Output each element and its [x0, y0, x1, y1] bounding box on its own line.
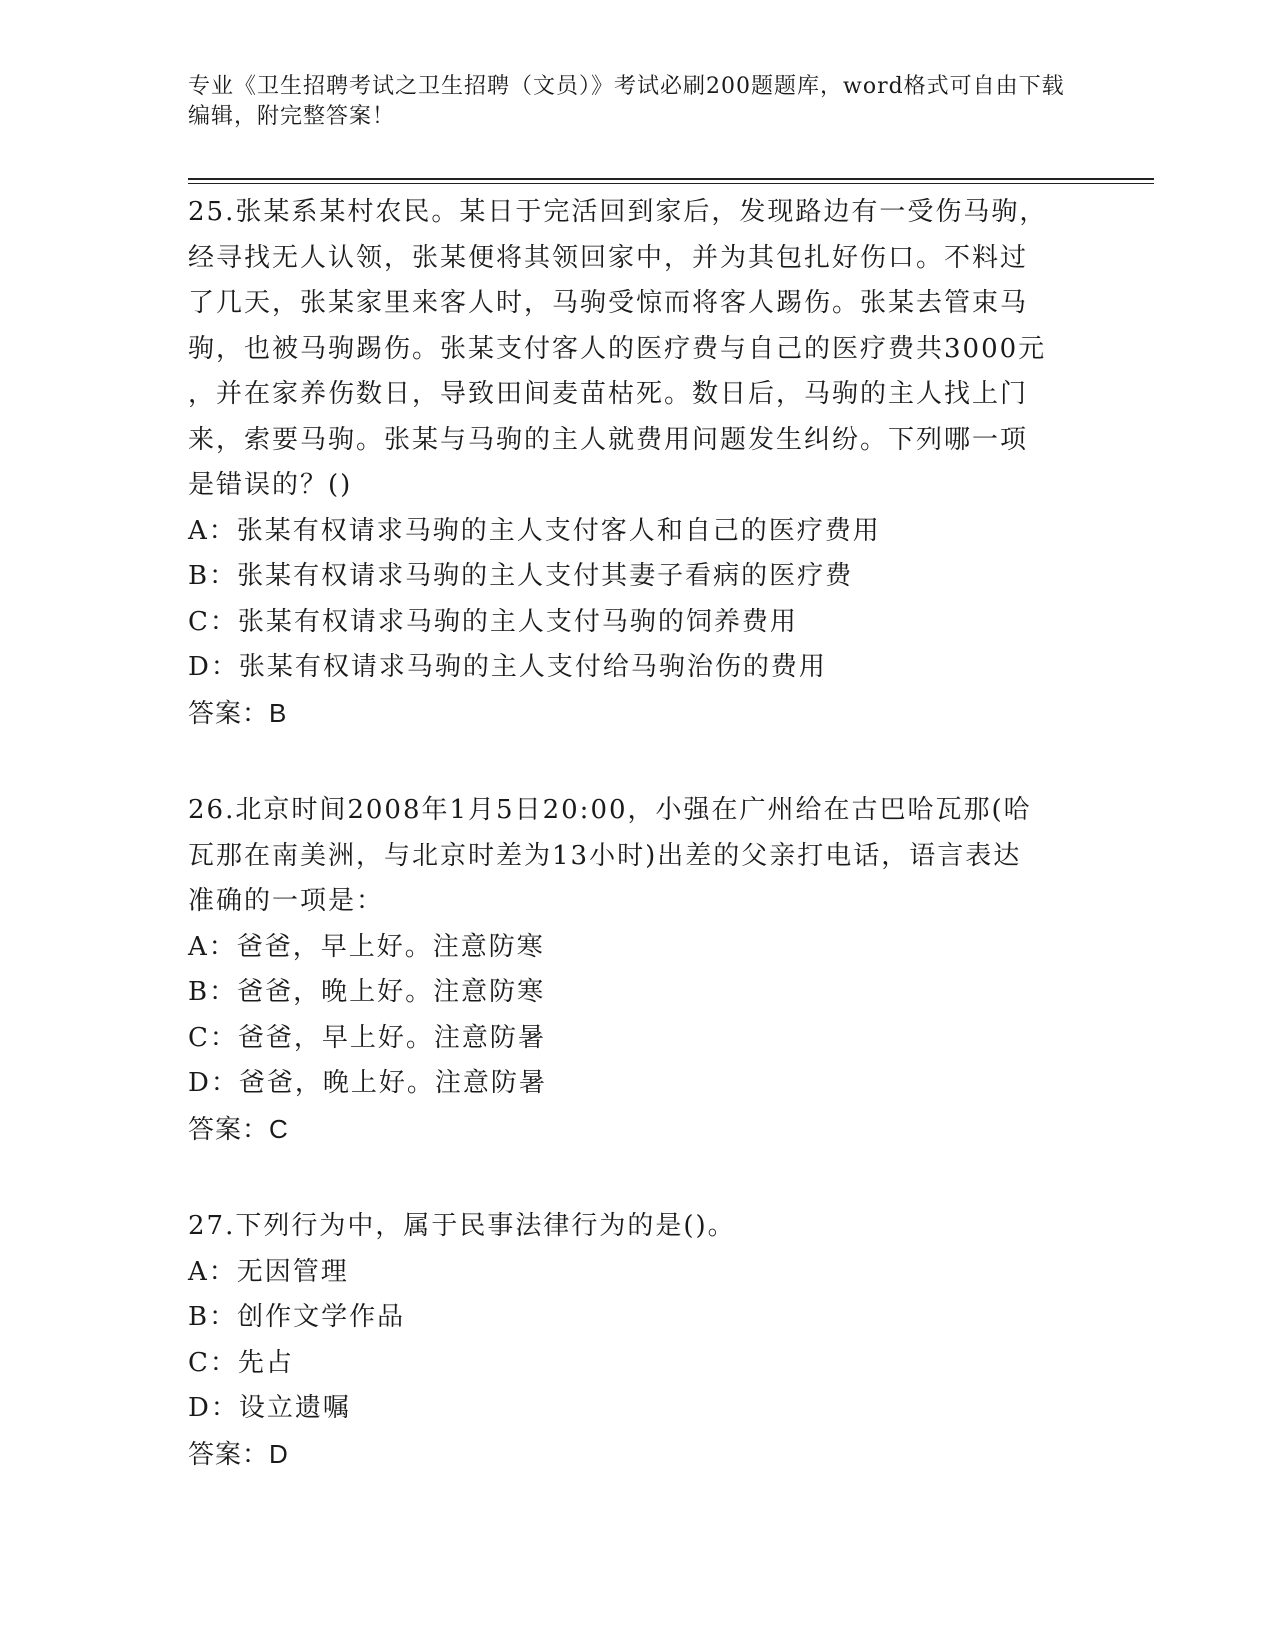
answer-line: 答案：C — [188, 1113, 289, 1144]
document-header: 专业《卫生招聘考试之卫生招聘（文员）》考试必刷200题题库，word格式可自由下载编辑，附完整答案！ — [188, 74, 1065, 129]
header-divider-thin — [188, 183, 1154, 184]
option-d: D：设立遗嘱 — [188, 1393, 351, 1423]
question-list — [188, 190, 1088, 1529]
option-a: A：爸爸，早上好。注意防寒 — [188, 931, 545, 962]
option-b: B：爸爸，晚上好。注意防寒 — [188, 977, 546, 1007]
question-25 — [188, 190, 1088, 736]
question-stem: 27.下列行为中，属于民事法律行为的是()。 — [188, 1211, 736, 1241]
question-stem: 26.北京时间2008年1月5日20:00，小强在广州给在古巴哈瓦那(哈 瓦那在南美洲，与北京时差为13小时)出差的父亲打电话，语言表达 准确的一项是： — [188, 795, 1032, 916]
question-27 — [188, 1204, 1088, 1477]
option-c: C：先占 — [188, 1347, 294, 1378]
option-b: B：创作文学作品 — [188, 1302, 406, 1332]
answer-line: 答案：D — [188, 1438, 289, 1469]
option-d: D：张某有权请求马驹的主人支付给马驹治伤的费用 — [188, 652, 827, 682]
option-a: A：张某有权请求马驹的主人支付客人和自己的医疗费用 — [188, 515, 881, 546]
option-c: C：张某有权请求马驹的主人支付马驹的饲养费用 — [188, 606, 798, 637]
question-26 — [188, 788, 1088, 1152]
option-b: B：张某有权请求马驹的主人支付其妻子看病的医疗费 — [188, 561, 854, 591]
option-d: D：爸爸，晚上好。注意防暑 — [188, 1068, 547, 1098]
header-divider-thick — [188, 178, 1154, 180]
question-stem: 25.张某系某村农民。某日于完活回到家后，发现路边有一受伤马驹， 经寻找无人认领，张某便将其领回家中，并为其包扎好伤口。不料过 了几天，张某家里来客人时，马驹受惊而将客人踢伤。张某去管束马 驹，也被马驹踢伤。张某支付客人的医疗费与自己的医疗费共3000元 ，并在家养伤数日，导致田间麦苗枯死。数日后，马驹的主人找上门 来，索要马驹。张某与马驹的主人就费用问题发生纠纷。下列哪一项 是错误的？() — [188, 197, 1048, 500]
option-a: A：无因管理 — [188, 1256, 349, 1287]
answer-line: 答案：B — [188, 697, 288, 728]
option-c: C：爸爸，早上好。注意防暑 — [188, 1022, 546, 1053]
